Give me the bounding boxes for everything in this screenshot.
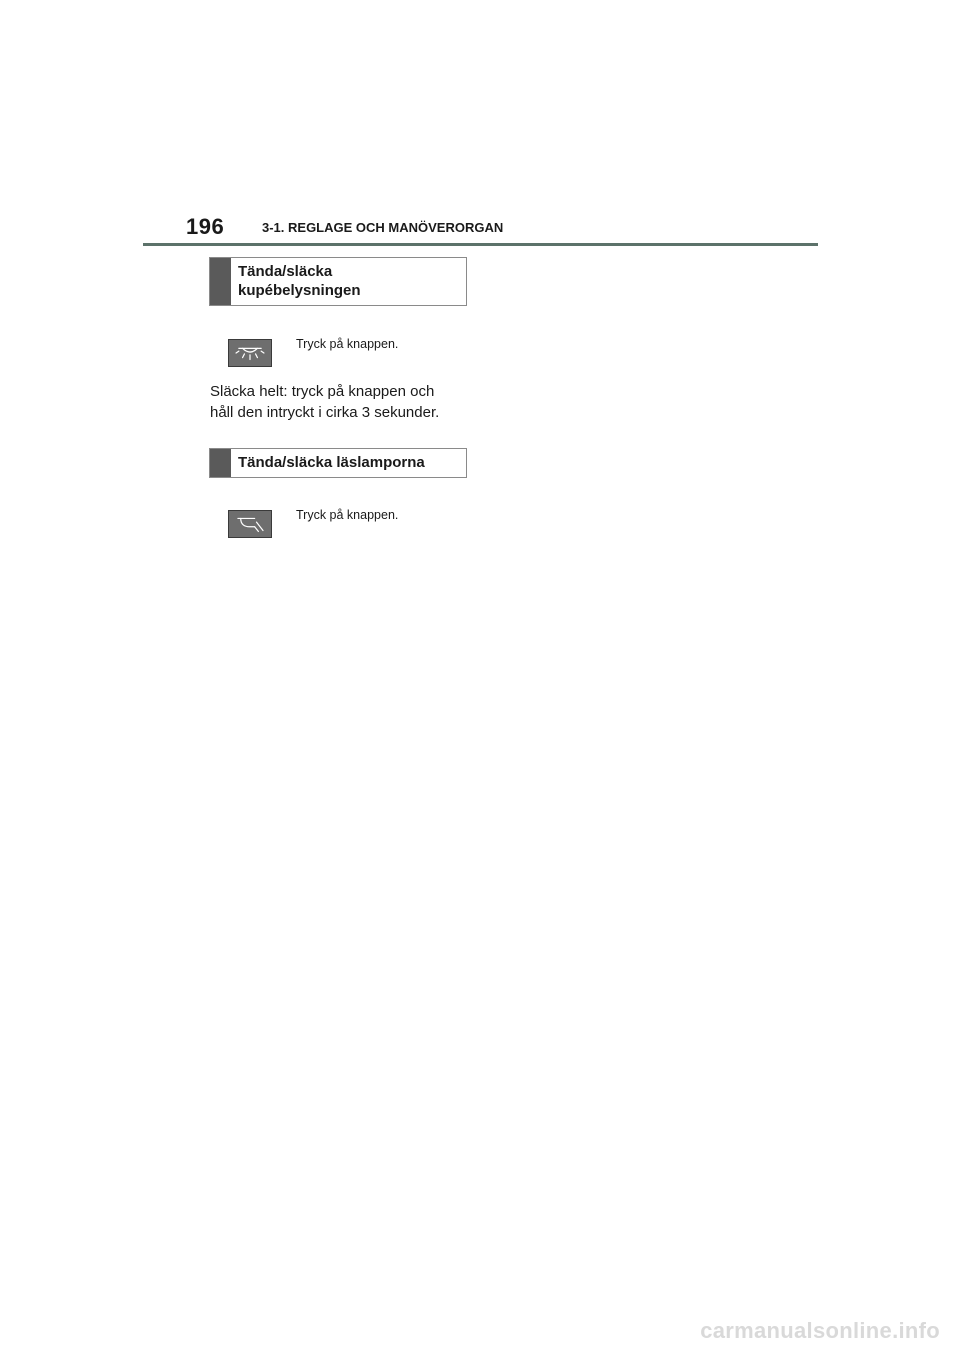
instruction-text: Tryck på knappen. [296, 508, 399, 522]
section-title-line1: Tända/släcka [238, 263, 333, 280]
section-heading-reading-light [209, 448, 467, 478]
watermark: carmanualsonline.info [700, 1318, 940, 1343]
section-title [231, 258, 367, 305]
section-title: Tända/släcka läslamporna [238, 454, 425, 471]
body-line2: håll den intryckt i cirka 3 sekunder. [210, 404, 440, 421]
instruction-text: Tryck på knappen. [296, 337, 399, 351]
header-rule [143, 243, 818, 246]
section-title-line2: kupébelysningen [238, 282, 361, 299]
section-heading-interior-light [209, 257, 467, 306]
interior-light-icon [228, 339, 272, 367]
section-tab [210, 258, 231, 305]
page-number: 196 [186, 214, 225, 239]
body-paragraph [210, 381, 475, 423]
body-line1: Släcka helt: tryck på knappen och [210, 383, 435, 400]
chapter-title: 3-1. REGLAGE OCH MANÖVERORGAN [262, 220, 504, 235]
reading-light-icon [228, 510, 272, 538]
section-tab [210, 449, 231, 477]
